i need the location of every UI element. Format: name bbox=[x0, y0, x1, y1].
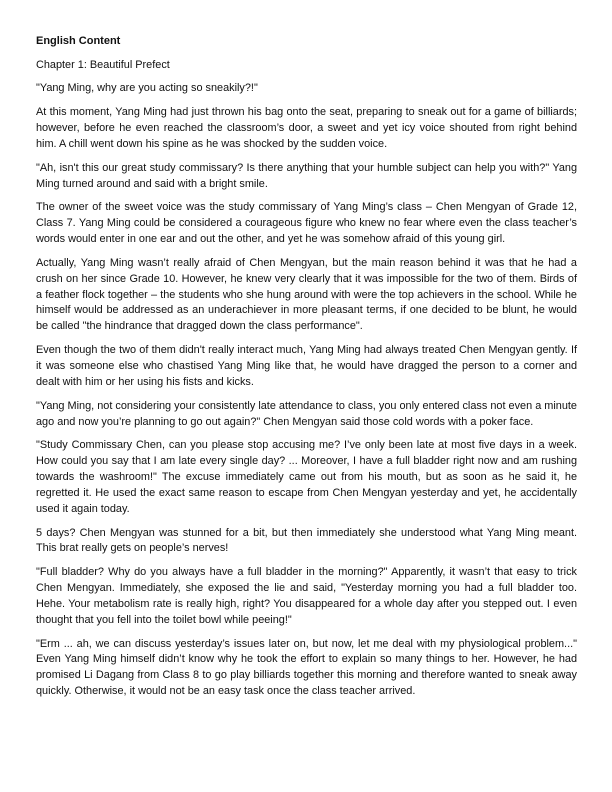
paragraph: Actually, Yang Ming wasn’t really afraid of Chen Mengyan, but the main reason behind it was that he had a crush on her since Grade 10. However, he knew very clearly that it was impossible for the two of them. Birds of a feather flock together – the students who she hung around with were the top achievers in the school. While he himself would be addressed as an underachiever in more pleasant terms, if one decided to be blunt, he would be called "the hindrance that dragged down the class performance". bbox=[36, 256, 577, 333]
paragraph: "Study Commissary Chen, can you please stop accusing me? I’ve only been late at most five days in a week. How could you say that I am late every single day? ... Moreover, I have a full bladder right now and am rushing towards the washroom!" The excuse immediately came out from his mouth, but as soon as he said it, he regretted it. He used the exact same reason to escape from Chen Mengyan yesterday and yet, he accidentally used it again today. bbox=[36, 439, 577, 515]
paragraph: "Yang Ming, not considering your consistently late attendance to class, you only entered class not even a minute ago and now you’re planning to go out again?" Chen Mengyan said those cold words with a poker face. bbox=[36, 399, 577, 428]
paragraph: "Full bladder? Why do you always have a full bladder in the morning?" Apparently, it wasn’t that easy to trick Chen Mengyan. Immediately, she exposed the lie and said, "Yesterday morning you had a full bladder too. Hehe. Your metabolism rate is really high, right? You disappeared for a whole day after you stepped out. I even thought that you fell into the toilet bowl while peeing!" bbox=[36, 566, 577, 626]
paragraph: Even though the two of them didn't really interact much, Yang Ming had always treated Chen Mengyan gently. If it was someone else who chastised Yang Ming like that, he would have dragged the person to a corner and dealt with him or her using his fists and kicks. bbox=[36, 344, 577, 388]
paragraph: The owner of the sweet voice was the study commissary of Yang Ming’s class – Chen Mengyan of Grade 12, Class 7. Yang Ming could be considered a courageous figure who knew no fear where even the class teacher’s words would enter in one ear and out the other, and yet he was somehow afraid of this young girl. bbox=[36, 201, 577, 246]
paragraph: At this moment, Yang Ming had just thrown his bag onto the seat, preparing to sneak out for a game of billiards; however, before he even reached the classroom’s door, a sweet and yet icy voice shouted from right behind him. A chill went down his spine as he was shocked by the sudden voice. bbox=[36, 106, 577, 150]
paragraph: 5 days? Chen Mengyan was stunned for a bit, but then immediately she understood what Yang Ming meant. This brat really gets on people’s nerves! bbox=[36, 526, 577, 555]
document-page bbox=[36, 34, 577, 708]
paragraph: "Erm ... ah, we can discuss yesterday’s issues later on, but now, let me deal with my physiological problem..." Even Yang Ming himself didn’t know why he took the effort to explain so many things to her. However, he had promised Li Dagang from Class 8 to go play billiards together this morning and therefore wanted to sneak away quickly. Otherwise, it would not be an easy task once the class teacher arrived. bbox=[36, 637, 577, 698]
paragraph: "Yang Ming, why are you acting so sneakily?!" bbox=[36, 82, 258, 95]
document-heading: English Content bbox=[36, 35, 121, 47]
paragraph: "Ah, isn't this our great study commissary? Is there anything that your humble subject can help you with?" Yang Ming turned around and said with a bright smile. bbox=[36, 161, 577, 190]
chapter-title: Chapter 1: Beautiful Prefect bbox=[36, 58, 170, 71]
